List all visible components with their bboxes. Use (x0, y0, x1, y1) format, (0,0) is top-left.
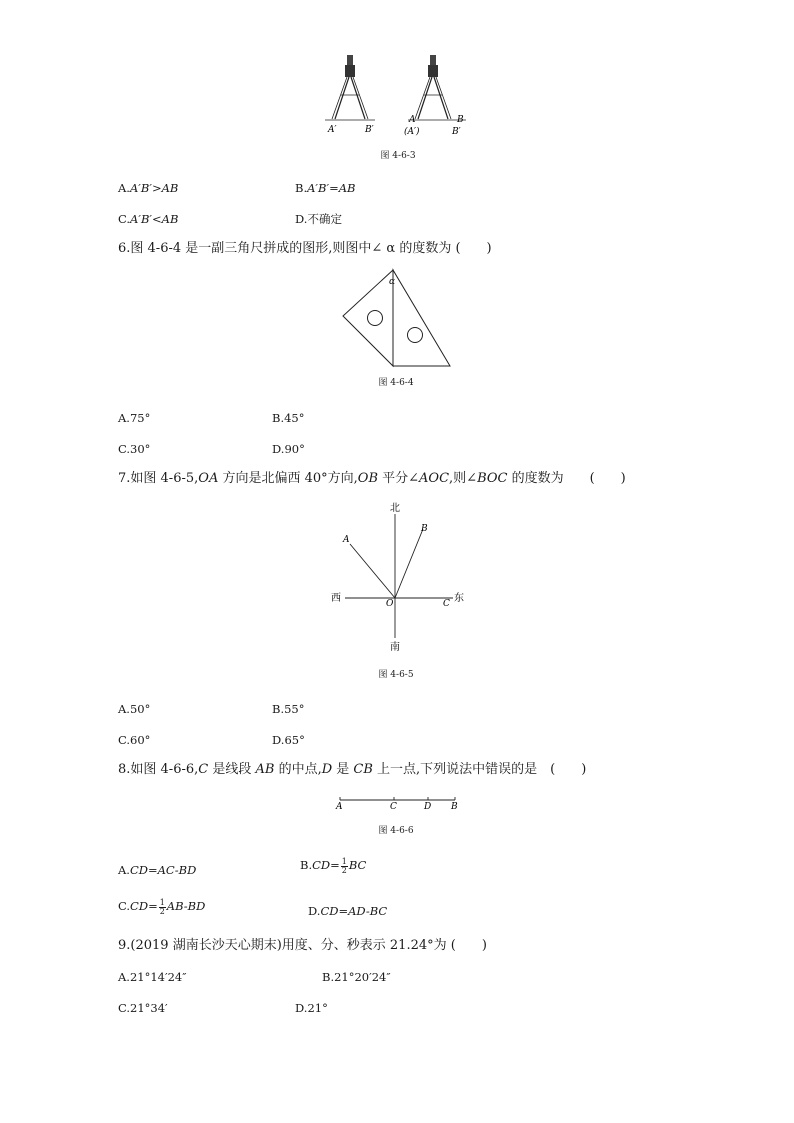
q8-option-d-expr: CD=AD-BC (320, 904, 388, 918)
seg-point-b: B (451, 802, 458, 812)
q9-option-a[interactable]: A.21°14′24″ (118, 970, 187, 984)
q6-stem: 6.图 4-6-4 是一副三角尺拼成的图形,则图中∠ α 的度数为 ( ) (118, 241, 492, 256)
q9-option-d[interactable]: D.21° (295, 1001, 328, 1015)
q7-stem-boc: BOC (477, 471, 508, 486)
q5-option-b[interactable] (295, 180, 355, 196)
compass-left (325, 55, 375, 120)
q7-option-d[interactable]: D.65° (272, 733, 305, 747)
q7-stem-mid3: ,则∠ (449, 471, 478, 486)
q7-stem-oa: OA (198, 471, 219, 486)
south-label: 南 (390, 642, 400, 653)
q5-option-c-expr: A′B′<AB (130, 212, 179, 226)
figure-4-6-3-caption: 图 4-6-3 (380, 151, 416, 161)
q7-option-a[interactable]: A.50° (118, 702, 151, 716)
q5-option-b-letter: B. (295, 181, 308, 195)
q8-stem (118, 761, 586, 779)
q8-stem-pre: 8.如图 4-6-6, (118, 762, 199, 777)
q6-option-c[interactable]: C.30° (118, 442, 151, 456)
q8-option-c-fraction (159, 899, 166, 916)
q8-option-b[interactable] (300, 857, 366, 875)
compass-right (408, 55, 466, 120)
q8-option-c-denominator: 2 (159, 906, 165, 916)
q7-option-b[interactable]: B.55° (272, 702, 305, 716)
seg-point-a: A (336, 802, 343, 812)
north-label: 北 (390, 503, 400, 514)
figure-4-6-6-caption: 图 4-6-6 (378, 826, 414, 836)
q6-option-b[interactable]: B.45° (272, 411, 305, 425)
q9-stem: 9.(2019 湖南长沙天心期末)用度、分、秒表示 21.24°为 ( ) (118, 938, 487, 953)
q8-option-b-numerator: 1 (341, 856, 347, 866)
q5-option-a-expr: A′B′>AB (129, 181, 179, 195)
q7-option-c[interactable]: C.60° (118, 733, 151, 747)
q8-option-b-letter: B. (300, 858, 313, 872)
alpha-label: α (389, 277, 396, 287)
q5-option-a-letter: A. (118, 181, 130, 195)
figure-4-6-6 (330, 792, 465, 814)
point-b-label: B (421, 524, 428, 534)
label-b-right: B (457, 115, 464, 125)
label-b-prime-right: B′ (452, 127, 461, 137)
q8-option-b-fraction (341, 858, 348, 875)
seg-point-d: D (424, 802, 432, 812)
seg-point-c: C (390, 802, 397, 812)
q5-option-c[interactable] (118, 211, 178, 227)
figure-4-6-3 (320, 55, 480, 140)
figure-4-6-4-caption: 图 4-6-4 (378, 378, 414, 388)
point-o-label: O (386, 599, 394, 609)
q8-stem-mid1: 是线段 (208, 762, 256, 777)
q8-stem-d: D (321, 762, 333, 777)
q8-option-d[interactable] (308, 903, 387, 919)
q7-stem-ob: OB (357, 471, 378, 486)
q8-option-a[interactable] (118, 862, 196, 878)
q8-option-c[interactable] (118, 898, 205, 916)
q7-stem-mid2: 平分∠ (378, 471, 420, 486)
q8-option-b-expr-pre: CD= (312, 858, 340, 872)
figure-4-6-4 (340, 268, 455, 370)
figure-4-6-5-caption: 图 4-6-5 (378, 670, 414, 680)
q8-option-a-expr: CD=AC-BD (129, 863, 197, 877)
q5-option-b-expr: A′B′=AB (307, 181, 356, 195)
q9-option-b[interactable]: B.21°20′24″ (322, 970, 391, 984)
q8-option-b-denominator: 2 (341, 865, 347, 875)
q6-option-d[interactable]: D.90° (272, 442, 305, 456)
east-label: 东 (454, 593, 464, 604)
q8-option-c-letter: C. (118, 899, 131, 913)
q5-option-c-letter: C. (118, 212, 131, 226)
q8-option-c-expr-post: AB-BD (166, 899, 206, 913)
q7-stem-pre: 7.如图 4-6-5, (118, 471, 199, 486)
point-c-label: C (443, 599, 450, 609)
q8-stem-mid2: 的中点, (274, 762, 322, 777)
label-b-prime-left: B′ (365, 125, 374, 135)
q9-option-c[interactable]: C.21°34′ (118, 1001, 168, 1015)
point-a-label: A (343, 535, 350, 545)
west-label: 西 (331, 593, 341, 604)
q8-option-c-expr-pre: CD= (130, 899, 158, 913)
q5-option-a[interactable] (118, 180, 178, 196)
q8-stem-mid3: 是 (332, 762, 354, 777)
q5-option-d[interactable]: D.不确定 (295, 212, 342, 226)
q8-stem-c: C (198, 762, 209, 777)
label-a-prime-left: A′ (328, 125, 337, 135)
q8-option-a-letter: A. (118, 863, 130, 877)
label-a-paren-right: (A′) (404, 127, 420, 137)
q8-option-b-expr-post: BC (348, 858, 367, 872)
label-a-right: A (409, 115, 416, 125)
q8-stem-end: 上一点,下列说法中错误的是 ( ) (372, 762, 587, 777)
q8-option-c-numerator: 1 (159, 897, 165, 907)
q8-option-d-letter: D. (308, 904, 321, 918)
figure-4-6-5 (325, 498, 470, 656)
q7-stem (118, 470, 626, 488)
q7-stem-mid1: 方向是北偏西 40°方向, (218, 471, 358, 486)
q8-stem-ab: AB (255, 762, 275, 777)
q8-stem-cb: CB (353, 762, 373, 777)
q7-stem-end: 的度数为 ( ) (507, 471, 626, 486)
q7-stem-aoc: AOC (419, 471, 450, 486)
q6-option-a[interactable]: A.75° (118, 411, 151, 425)
